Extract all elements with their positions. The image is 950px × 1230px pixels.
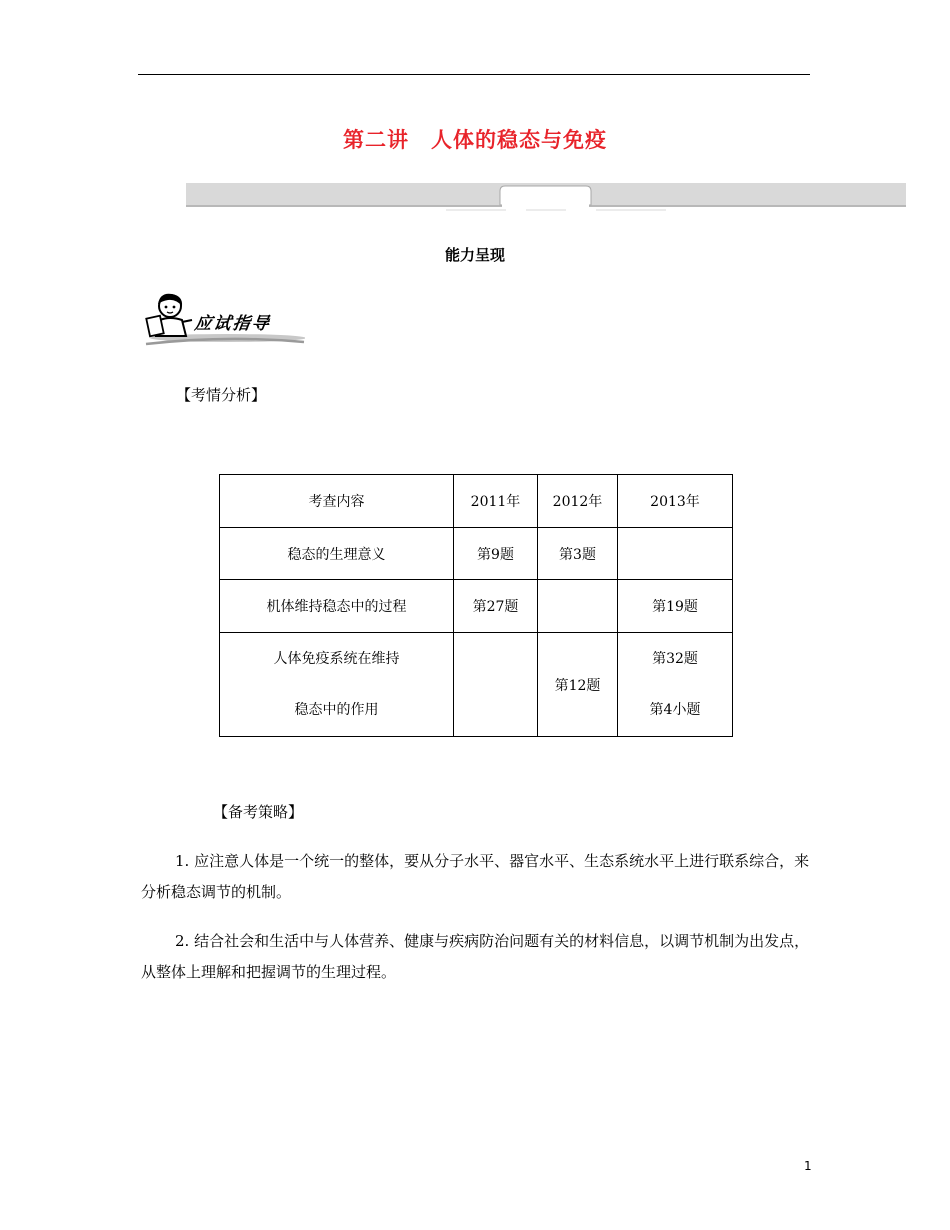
header-rule [138, 74, 810, 75]
page-title [0, 124, 950, 154]
strategy-item: 2. 结合社会和生活中与人体营养、健康与疾病防治问题有关的材料信息，以调节机制为出发点，从整体上理解和把握调节的生理过程。 [141, 932, 810, 981]
lecture-title: 人体的稳态与免疫 [431, 128, 607, 152]
exam-analysis-table [219, 474, 733, 737]
table-cell: 第27题 [454, 580, 538, 633]
table-header-cell: 2012年 [538, 475, 618, 528]
table-cell: 稳态的生理意义 [220, 528, 454, 580]
table-cell: 人体免疫系统在维持 稳态中的作用 [220, 633, 454, 737]
section-banner [186, 183, 906, 213]
table-row [220, 528, 733, 580]
table-header-cell: 考查内容 [220, 475, 454, 528]
table-row [220, 580, 733, 633]
lecture-number: 第二讲 [343, 128, 409, 152]
page-number: 1 [804, 1159, 812, 1173]
analysis-heading: 【考情分析】 [176, 386, 267, 404]
table-cell: 第19题 [618, 580, 733, 633]
badge-label: 应试指导 [193, 314, 273, 334]
table-cell [538, 580, 618, 633]
table-cell [618, 528, 733, 580]
table-cell: 第32题 第4小题 [618, 633, 733, 737]
strategy-heading: 【备考策略】 [213, 803, 304, 821]
table-header-cell: 2011年 [454, 475, 538, 528]
table-row [220, 633, 733, 737]
table-header-cell: 2013年 [618, 475, 733, 528]
strategy-item: 1. 应注意人体是一个统一的整体，要从分子水平、器官水平、生态系统水平上进行联系综合，来分析稳态调节的机制。 [141, 852, 810, 901]
table-cell: 第3题 [538, 528, 618, 580]
table-cell [454, 633, 538, 737]
table-cell: 机体维持稳态中的过程 [220, 580, 454, 633]
table-header-row [220, 475, 733, 528]
table-cell: 第9题 [454, 528, 538, 580]
section-subheading: 能力呈现 [444, 246, 505, 264]
table-cell: 第12题 [538, 633, 618, 737]
